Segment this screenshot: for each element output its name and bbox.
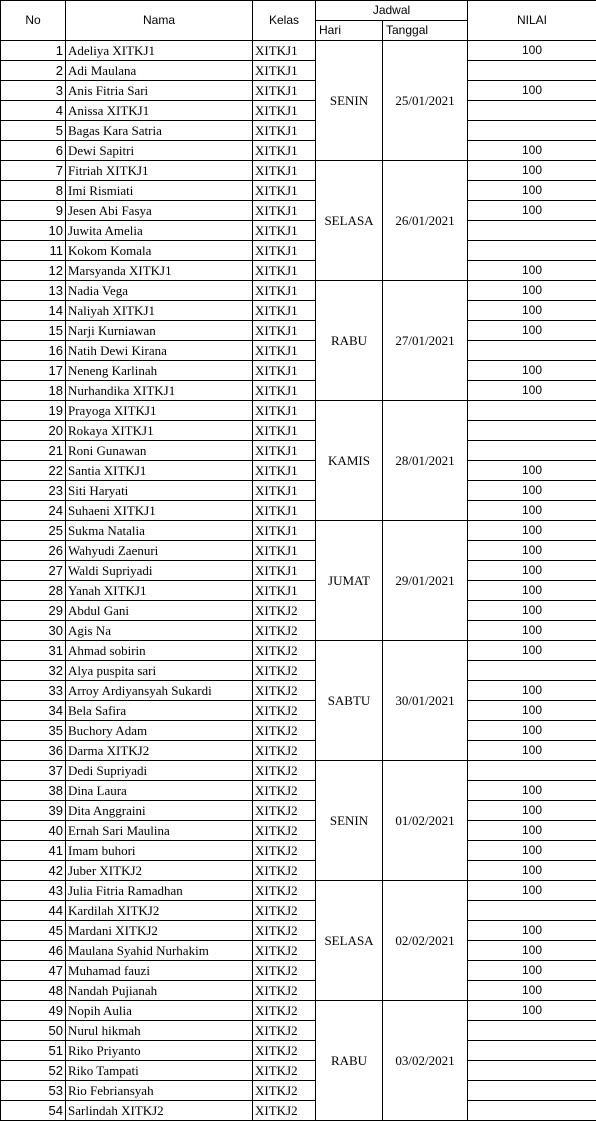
row-number: 36 (1, 741, 66, 761)
student-name: Fitriah XITKJ1 (66, 161, 253, 181)
student-name: Nadia Vega (66, 281, 253, 301)
score-value: 100 (468, 701, 596, 721)
score-value: 100 (468, 941, 596, 961)
row-number: 27 (1, 561, 66, 581)
row-number: 40 (1, 821, 66, 841)
class-name: XITKJ2 (253, 901, 316, 921)
student-name: Yanah XITKJ1 (66, 581, 253, 601)
class-name: XITKJ1 (253, 41, 316, 61)
student-name: Buchory Adam (66, 721, 253, 741)
row-number: 5 (1, 121, 66, 141)
score-value: 100 (468, 301, 596, 321)
schedule-day: RABU (316, 1001, 383, 1121)
header-kelas: Kelas (253, 1, 316, 41)
table-row (1, 121, 596, 141)
table-row (1, 1041, 596, 1061)
table-row (1, 401, 596, 421)
row-number: 20 (1, 421, 66, 441)
student-name: Adi Maulana (66, 61, 253, 81)
score-value: 100 (468, 881, 596, 901)
table-row (1, 241, 596, 261)
class-name: XITKJ2 (253, 721, 316, 741)
student-name: Juber XITKJ2 (66, 861, 253, 881)
row-number: 26 (1, 541, 66, 561)
class-name: XITKJ2 (253, 621, 316, 641)
table-row (1, 601, 596, 621)
class-name: XITKJ2 (253, 741, 316, 761)
student-name: Imi Rismiati (66, 181, 253, 201)
table-row (1, 741, 596, 761)
table-row (1, 281, 596, 301)
score-value: 100 (468, 501, 596, 521)
student-name: Jesen Abi Fasya (66, 201, 253, 221)
student-name: Darma XITKJ2 (66, 741, 253, 761)
score-value (468, 121, 596, 141)
score-value: 100 (468, 981, 596, 1001)
table-row (1, 1101, 596, 1121)
class-name: XITKJ2 (253, 881, 316, 901)
class-name: XITKJ1 (253, 261, 316, 281)
header-tanggal: Tanggal (383, 21, 468, 41)
score-value (468, 1081, 596, 1101)
class-name: XITKJ2 (253, 761, 316, 781)
row-number: 41 (1, 841, 66, 861)
class-name: XITKJ1 (253, 341, 316, 361)
schedule-day: JUMAT (316, 521, 383, 641)
student-name: Muhamad fauzi (66, 961, 253, 981)
score-value: 100 (468, 821, 596, 841)
row-number: 23 (1, 481, 66, 501)
student-name: Bagas Kara Satria (66, 121, 253, 141)
class-name: XITKJ1 (253, 481, 316, 501)
student-name: Dedi Supriyadi (66, 761, 253, 781)
table-row (1, 341, 596, 361)
score-value (468, 61, 596, 81)
score-value: 100 (468, 801, 596, 821)
class-name: XITKJ1 (253, 301, 316, 321)
student-name: Kokom Komala (66, 241, 253, 261)
score-value: 100 (468, 81, 596, 101)
class-name: XITKJ2 (253, 1101, 316, 1121)
table-row (1, 481, 596, 501)
row-number: 25 (1, 521, 66, 541)
table-row (1, 381, 596, 401)
table-row (1, 1021, 596, 1041)
class-name: XITKJ2 (253, 861, 316, 881)
schedule-date: 25/01/2021 (383, 41, 468, 161)
row-number: 8 (1, 181, 66, 201)
student-name: Dita Anggraini (66, 801, 253, 821)
table-row (1, 221, 596, 241)
row-number: 29 (1, 601, 66, 621)
header-nilai: NILAI (468, 1, 596, 41)
header-nama: Nama (66, 1, 253, 41)
table-row (1, 521, 596, 541)
class-name: XITKJ1 (253, 81, 316, 101)
schedule-date: 29/01/2021 (383, 521, 468, 641)
class-name: XITKJ1 (253, 541, 316, 561)
header-hari: Hari (316, 21, 383, 41)
student-name: Narji Kurniawan (66, 321, 253, 341)
score-value: 100 (468, 41, 596, 61)
class-name: XITKJ2 (253, 681, 316, 701)
score-value: 100 (468, 681, 596, 701)
schedule-date: 03/02/2021 (383, 1001, 468, 1121)
student-name: Suhaeni XITKJ1 (66, 501, 253, 521)
row-number: 54 (1, 1101, 66, 1121)
row-number: 30 (1, 621, 66, 641)
score-value: 100 (468, 361, 596, 381)
student-name: Nurhandika XITKJ1 (66, 381, 253, 401)
score-value (468, 761, 596, 781)
schedule-day: SABTU (316, 641, 383, 761)
score-value (468, 1061, 596, 1081)
student-name: Mardani XITKJ2 (66, 921, 253, 941)
table-row (1, 681, 596, 701)
score-value (468, 341, 596, 361)
schedule-date: 02/02/2021 (383, 881, 468, 1001)
student-name: Riko Priyanto (66, 1041, 253, 1061)
row-number: 49 (1, 1001, 66, 1021)
row-number: 48 (1, 981, 66, 1001)
table-row (1, 501, 596, 521)
table-row (1, 621, 596, 641)
class-name: XITKJ1 (253, 61, 316, 81)
class-name: XITKJ1 (253, 321, 316, 341)
class-name: XITKJ1 (253, 521, 316, 541)
class-name: XITKJ1 (253, 221, 316, 241)
class-name: XITKJ2 (253, 781, 316, 801)
row-number: 51 (1, 1041, 66, 1061)
table-row (1, 861, 596, 881)
class-name: XITKJ1 (253, 281, 316, 301)
score-value: 100 (468, 321, 596, 341)
student-name: Anissa XITKJ1 (66, 101, 253, 121)
schedule-day: SENIN (316, 41, 383, 161)
class-name: XITKJ1 (253, 421, 316, 441)
schedule-day: SELASA (316, 881, 383, 1001)
student-name: Dewi Sapitri (66, 141, 253, 161)
table-row (1, 141, 596, 161)
score-value: 100 (468, 141, 596, 161)
score-value: 100 (468, 381, 596, 401)
row-number: 11 (1, 241, 66, 261)
table-row (1, 361, 596, 381)
row-number: 28 (1, 581, 66, 601)
class-name: XITKJ2 (253, 1021, 316, 1041)
row-number: 9 (1, 201, 66, 221)
student-name: Marsyanda XITKJ1 (66, 261, 253, 281)
class-name: XITKJ1 (253, 201, 316, 221)
row-number: 15 (1, 321, 66, 341)
class-name: XITKJ2 (253, 661, 316, 681)
class-name: XITKJ2 (253, 601, 316, 621)
student-name: Nandah Pujianah (66, 981, 253, 1001)
row-number: 39 (1, 801, 66, 821)
table-row (1, 901, 596, 921)
class-name: XITKJ1 (253, 401, 316, 421)
class-name: XITKJ1 (253, 101, 316, 121)
row-number: 45 (1, 921, 66, 941)
row-number: 38 (1, 781, 66, 801)
score-value (468, 1021, 596, 1041)
score-value: 100 (468, 601, 596, 621)
row-number: 1 (1, 41, 66, 61)
class-name: XITKJ2 (253, 801, 316, 821)
score-value: 100 (468, 721, 596, 741)
student-name: Natih Dewi Kirana (66, 341, 253, 361)
row-number: 44 (1, 901, 66, 921)
class-name: XITKJ2 (253, 981, 316, 1001)
table-row (1, 961, 596, 981)
row-number: 33 (1, 681, 66, 701)
schedule-day: KAMIS (316, 401, 383, 521)
score-value (468, 421, 596, 441)
table-row (1, 441, 596, 461)
student-name: Imam buhori (66, 841, 253, 861)
row-number: 37 (1, 761, 66, 781)
score-value: 100 (468, 541, 596, 561)
score-value: 100 (468, 581, 596, 601)
class-name: XITKJ2 (253, 921, 316, 941)
header-no: No (1, 1, 66, 41)
student-name: Rokaya XITKJ1 (66, 421, 253, 441)
row-number: 3 (1, 81, 66, 101)
score-value (468, 1041, 596, 1061)
class-name: XITKJ2 (253, 941, 316, 961)
schedule-date: 28/01/2021 (383, 401, 468, 521)
student-name: Abdul Gani (66, 601, 253, 621)
student-name: Bela Safira (66, 701, 253, 721)
score-value: 100 (468, 161, 596, 181)
score-value (468, 401, 596, 421)
table-row (1, 941, 596, 961)
student-name: Santia XITKJ1 (66, 461, 253, 481)
score-value: 100 (468, 921, 596, 941)
table-row (1, 81, 596, 101)
row-number: 19 (1, 401, 66, 421)
table-row (1, 981, 596, 1001)
student-name: Ernah Sari Maulina (66, 821, 253, 841)
score-value (468, 101, 596, 121)
score-value: 100 (468, 181, 596, 201)
row-number: 43 (1, 881, 66, 901)
table-row (1, 841, 596, 861)
student-name: Arroy Ardiyansyah Sukardi (66, 681, 253, 701)
score-value: 100 (468, 461, 596, 481)
table-row (1, 701, 596, 721)
student-name: Siti Haryati (66, 481, 253, 501)
class-name: XITKJ2 (253, 841, 316, 861)
schedule-date: 01/02/2021 (383, 761, 468, 881)
class-name: XITKJ2 (253, 701, 316, 721)
table-row (1, 921, 596, 941)
student-name: Anis Fitria Sari (66, 81, 253, 101)
student-name: Nopih Aulia (66, 1001, 253, 1021)
class-name: XITKJ1 (253, 441, 316, 461)
class-name: XITKJ1 (253, 381, 316, 401)
schedule-date: 30/01/2021 (383, 641, 468, 761)
table-row (1, 301, 596, 321)
student-name: Prayoga XITKJ1 (66, 401, 253, 421)
table-row (1, 581, 596, 601)
schedule-date: 26/01/2021 (383, 161, 468, 281)
schedule-day: SELASA (316, 161, 383, 281)
class-name: XITKJ2 (253, 1001, 316, 1021)
student-name: Waldi Supriyadi (66, 561, 253, 581)
row-number: 2 (1, 61, 66, 81)
score-value (468, 221, 596, 241)
row-number: 18 (1, 381, 66, 401)
table-row (1, 321, 596, 341)
class-name: XITKJ1 (253, 181, 316, 201)
student-name: Sarlindah XITKJ2 (66, 1101, 253, 1121)
table-row (1, 641, 596, 661)
row-number: 16 (1, 341, 66, 361)
table-row (1, 101, 596, 121)
schedule-date: 27/01/2021 (383, 281, 468, 401)
class-name: XITKJ1 (253, 461, 316, 481)
student-name: Wahyudi Zaenuri (66, 541, 253, 561)
row-number: 34 (1, 701, 66, 721)
score-value (468, 661, 596, 681)
class-name: XITKJ2 (253, 1061, 316, 1081)
row-number: 6 (1, 141, 66, 161)
row-number: 32 (1, 661, 66, 681)
class-name: XITKJ2 (253, 641, 316, 661)
score-value (468, 901, 596, 921)
row-number: 53 (1, 1081, 66, 1101)
row-number: 17 (1, 361, 66, 381)
class-name: XITKJ1 (253, 161, 316, 181)
class-name: XITKJ2 (253, 821, 316, 841)
row-number: 21 (1, 441, 66, 461)
class-name: XITKJ2 (253, 1081, 316, 1101)
table-row (1, 1001, 596, 1021)
schedule-day: SENIN (316, 761, 383, 881)
student-name: Julia Fitria Ramadhan (66, 881, 253, 901)
score-value (468, 441, 596, 461)
row-number: 35 (1, 721, 66, 741)
header-jadwal: Jadwal (316, 1, 468, 21)
score-value: 100 (468, 741, 596, 761)
table-row (1, 461, 596, 481)
table-row (1, 161, 596, 181)
table-row (1, 801, 596, 821)
row-number: 22 (1, 461, 66, 481)
student-name: Juwita Amelia (66, 221, 253, 241)
table-row (1, 61, 596, 81)
class-name: XITKJ1 (253, 241, 316, 261)
student-name: Neneng Karlinah (66, 361, 253, 381)
student-name: Naliyah XITKJ1 (66, 301, 253, 321)
row-number: 50 (1, 1021, 66, 1041)
score-value: 100 (468, 561, 596, 581)
score-value: 100 (468, 481, 596, 501)
row-number: 31 (1, 641, 66, 661)
row-number: 24 (1, 501, 66, 521)
class-name: XITKJ1 (253, 121, 316, 141)
table-row (1, 421, 596, 441)
student-name: Roni Gunawan (66, 441, 253, 461)
student-name: Alya puspita sari (66, 661, 253, 681)
table-row (1, 1081, 596, 1101)
class-name: XITKJ1 (253, 501, 316, 521)
student-name: Dina Laura (66, 781, 253, 801)
table-row (1, 661, 596, 681)
table-row (1, 541, 596, 561)
table-row (1, 181, 596, 201)
score-value: 100 (468, 261, 596, 281)
row-number: 4 (1, 101, 66, 121)
class-name: XITKJ1 (253, 361, 316, 381)
table-row (1, 781, 596, 801)
table-row (1, 1061, 596, 1081)
class-name: XITKJ2 (253, 961, 316, 981)
class-name: XITKJ1 (253, 561, 316, 581)
row-number: 47 (1, 961, 66, 981)
table-row (1, 261, 596, 281)
score-value: 100 (468, 841, 596, 861)
table-row (1, 761, 596, 781)
student-name: Agis Na (66, 621, 253, 641)
row-number: 12 (1, 261, 66, 281)
score-value: 100 (468, 1001, 596, 1021)
score-value: 100 (468, 861, 596, 881)
score-value: 100 (468, 621, 596, 641)
table-body (1, 41, 596, 1121)
table-row (1, 41, 596, 61)
row-number: 10 (1, 221, 66, 241)
table-row (1, 201, 596, 221)
row-number: 52 (1, 1061, 66, 1081)
table-row (1, 561, 596, 581)
row-number: 14 (1, 301, 66, 321)
row-number: 46 (1, 941, 66, 961)
table-row (1, 821, 596, 841)
score-value: 100 (468, 641, 596, 661)
score-value (468, 1101, 596, 1121)
student-name: Kardilah XITKJ2 (66, 901, 253, 921)
table-row (1, 721, 596, 741)
score-value: 100 (468, 521, 596, 541)
table-row (1, 881, 596, 901)
class-name: XITKJ1 (253, 581, 316, 601)
student-name: Adeliya XITKJ1 (66, 41, 253, 61)
student-name: Ahmad sobirin (66, 641, 253, 661)
score-value: 100 (468, 961, 596, 981)
score-value: 100 (468, 201, 596, 221)
student-name: Riko Tampati (66, 1061, 253, 1081)
row-number: 7 (1, 161, 66, 181)
score-value: 100 (468, 781, 596, 801)
row-number: 13 (1, 281, 66, 301)
student-name: Sukma Natalia (66, 521, 253, 541)
class-name: XITKJ1 (253, 141, 316, 161)
student-name: Nurul hikmah (66, 1021, 253, 1041)
student-name: Rio Febriansyah (66, 1081, 253, 1101)
student-name: Maulana Syahid Nurhakim (66, 941, 253, 961)
score-value (468, 241, 596, 261)
class-name: XITKJ2 (253, 1041, 316, 1061)
schedule-day: RABU (316, 281, 383, 401)
score-value: 100 (468, 281, 596, 301)
row-number: 42 (1, 861, 66, 881)
